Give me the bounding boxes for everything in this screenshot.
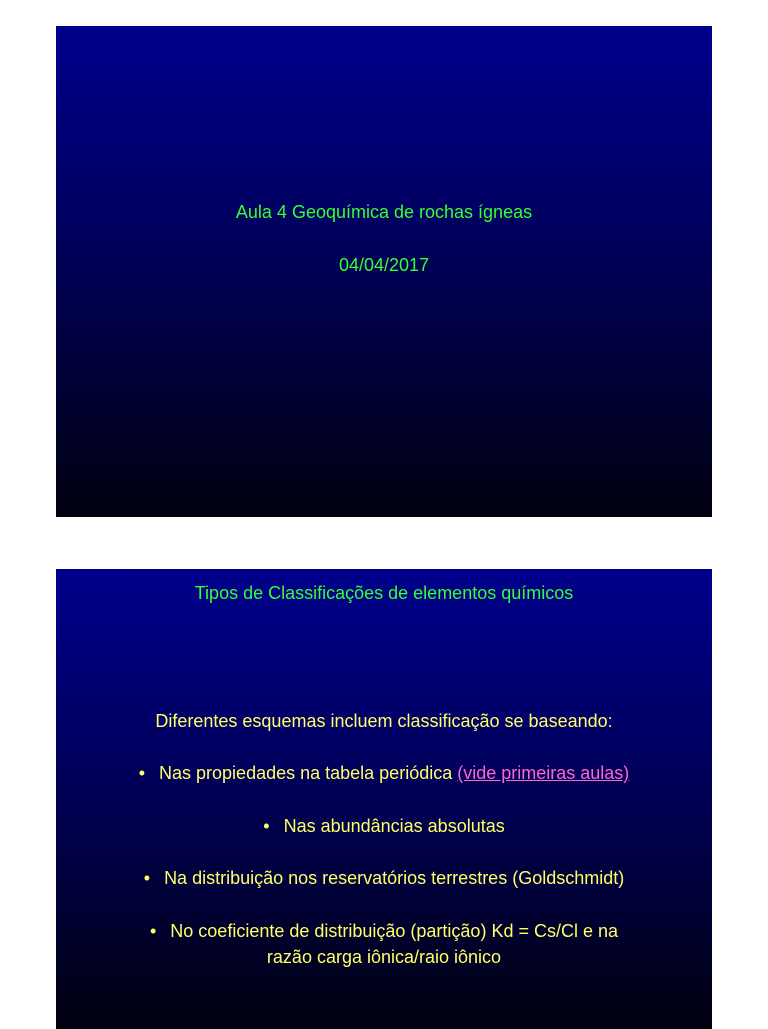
bullet-icon: • xyxy=(143,868,151,888)
slide-2-intro: Diferentes esquemas incluem classificação se baseando: xyxy=(155,711,613,731)
slide-1 xyxy=(56,26,712,517)
bullet-item-2 xyxy=(56,815,712,837)
bullet-item-4-text: No coeficiente de distribuição (partição) Kd = Cs/Cl e na xyxy=(170,921,619,941)
bullet-item-2-text: Nas abundâncias absolutas xyxy=(283,816,505,836)
bullet-item-1 xyxy=(56,762,712,784)
vide-primeiras-aulas-link[interactable]: (vide primeiras aulas) xyxy=(457,763,630,783)
bullet-icon: • xyxy=(138,763,146,783)
slide-1-title: Aula 4 Geoquímica de rochas ígneas xyxy=(235,202,533,222)
bullet-icon: • xyxy=(149,921,157,941)
bullet-icon: • xyxy=(263,816,270,836)
slide-2 xyxy=(56,569,712,1029)
slide-1-date: 04/04/2017 xyxy=(338,255,430,275)
bullet-item-4 xyxy=(56,920,712,942)
bullet-item-3-text: Na distribuição nos reservatórios terrestres (Goldschmidt) xyxy=(164,868,625,888)
bullet-item-4-continuation: razão carga iônica/raio iônico xyxy=(266,947,502,967)
bullet-item-1-text: Nas propiedades na tabela periódica xyxy=(159,763,458,783)
bullet-item-3 xyxy=(56,867,712,889)
slide-2-title: Tipos de Classificações de elementos químicos xyxy=(194,583,574,603)
